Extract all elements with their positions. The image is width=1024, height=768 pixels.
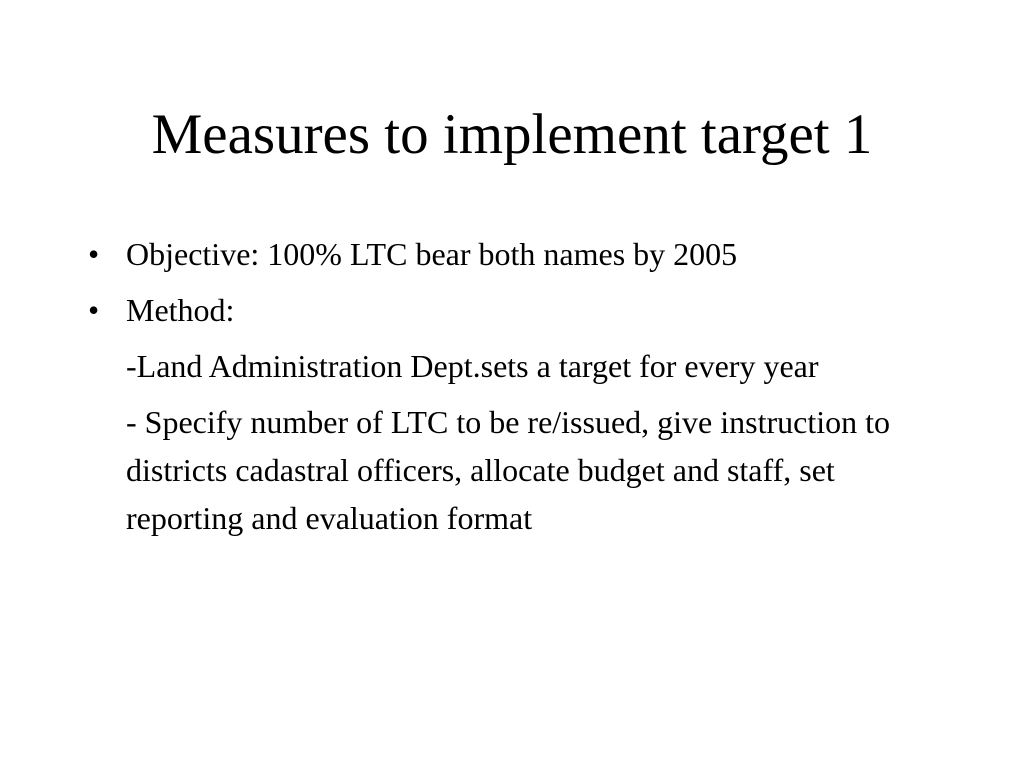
bullet-objective-text: Objective: 100% LTC bear both names by 2005 <box>126 236 738 272</box>
bullet-icon: • <box>88 292 100 328</box>
bullet-objective <box>88 230 928 278</box>
method-step-specify: - Specify number of LTC to be re/issued, give instruction to districts cadastral officers, allocate budget and staff, set reporting and evaluation format <box>126 404 891 536</box>
bullet-method-text: Method: <box>126 292 235 328</box>
bullet-method <box>88 286 928 334</box>
method-step-target: -Land Administration Dept.sets a target for every year <box>126 348 819 384</box>
slide-title: Measures to implement target 1 <box>151 103 873 166</box>
slide-body <box>88 230 928 550</box>
bullet-icon: • <box>88 236 100 272</box>
